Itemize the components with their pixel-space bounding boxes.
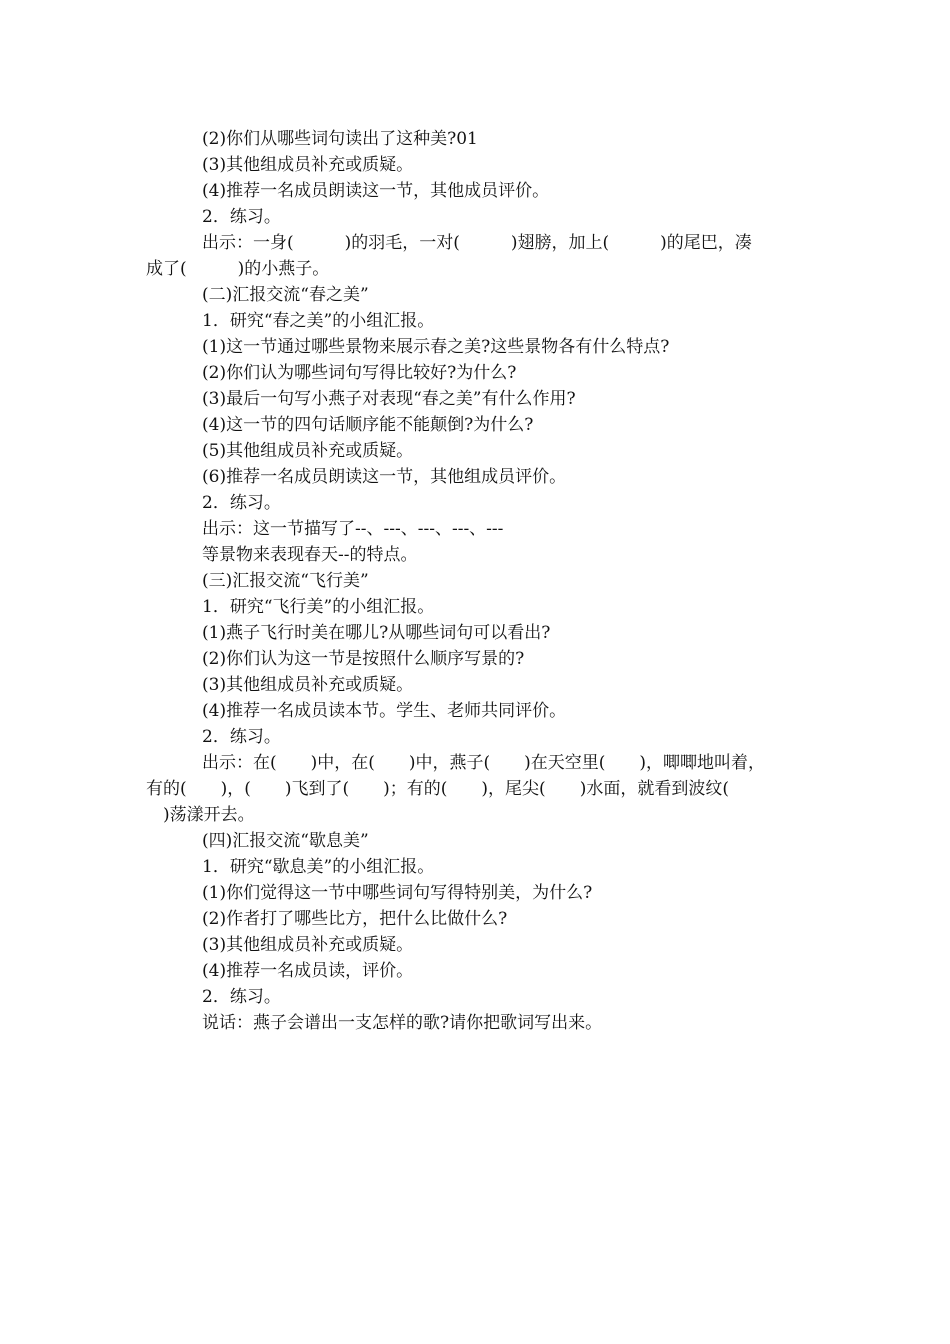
text-line: 说话：燕子会谱出一支怎样的歌?请你把歌词写出来。 bbox=[202, 1013, 603, 1033]
text-line: (2)作者打了哪些比方，把什么比做什么? bbox=[202, 909, 508, 929]
text-line: 1．研究“飞行美”的小组汇报。 bbox=[202, 597, 435, 617]
text-line: (3)其他组成员补充或质疑。 bbox=[202, 155, 414, 175]
text-line: (3)最后一句写小燕子对表现“春之美”有什么作用? bbox=[202, 389, 576, 409]
text-line: )荡漾开去。 bbox=[146, 805, 255, 825]
text-line: (4)推荐一名成员读，评价。 bbox=[202, 961, 414, 981]
text-line: (1)这一节通过哪些景物来展示春之美?这些景物各有什么特点? bbox=[202, 337, 670, 357]
text-line: 1．研究“歇息美”的小组汇报。 bbox=[202, 857, 435, 877]
document-body bbox=[146, 126, 826, 1036]
text-line: 2．练习。 bbox=[202, 987, 281, 1007]
text-line: (三)汇报交流“飞行美” bbox=[202, 571, 369, 591]
text-line: (四)汇报交流“歇息美” bbox=[202, 831, 369, 851]
text-line: 出示：一身( )的羽毛，一对( )翅膀，加上( )的尾巴，凑 bbox=[202, 233, 752, 253]
text-line: (5)其他组成员补充或质疑。 bbox=[202, 441, 414, 461]
text-line: (1)燕子飞行时美在哪儿?从哪些词句可以看出? bbox=[202, 623, 551, 643]
text-line: (4)推荐一名成员读本节。学生、老师共同评价。 bbox=[202, 701, 567, 721]
text-line: (4)这一节的四句话顺序能不能颠倒?为什么? bbox=[202, 415, 534, 435]
text-line: 1．研究“春之美”的小组汇报。 bbox=[202, 311, 435, 331]
text-line: 等景物来表现春天--的特点。 bbox=[202, 545, 418, 565]
text-line: (3)其他组成员补充或质疑。 bbox=[202, 935, 414, 955]
text-line: (4)推荐一名成员朗读这一节，其他成员评价。 bbox=[202, 181, 550, 201]
text-line: (2)你们认为这一节是按照什么顺序写景的? bbox=[202, 649, 525, 669]
text-line: 出示：在( )中，在( )中，燕子( )在天空里( )，唧唧地叫着， bbox=[202, 753, 766, 773]
text-line: (1)你们觉得这一节中哪些词句写得特别美，为什么? bbox=[202, 883, 593, 903]
text-line: 2．练习。 bbox=[202, 207, 281, 227]
text-line: (二)汇报交流“春之美” bbox=[202, 285, 369, 305]
text-line: 成了( )的小燕子。 bbox=[146, 259, 330, 279]
text-line: (6)推荐一名成员朗读这一节，其他组成员评价。 bbox=[202, 467, 567, 487]
text-line: 2．练习。 bbox=[202, 727, 281, 747]
text-line: 2．练习。 bbox=[202, 493, 281, 513]
text-line: 有的( )，( )飞到了( )；有的( )，尾尖( )水面，就看到波纹( bbox=[146, 779, 729, 799]
text-line: (3)其他组成员补充或质疑。 bbox=[202, 675, 414, 695]
text-line: 出示：这一节描写了--、---、---、---、--- bbox=[202, 519, 504, 539]
text-line: (2)你们认为哪些词句写得比较好?为什么? bbox=[202, 363, 517, 383]
text-line: (2)你们从哪些词句读出了这种美?01 bbox=[202, 129, 478, 149]
